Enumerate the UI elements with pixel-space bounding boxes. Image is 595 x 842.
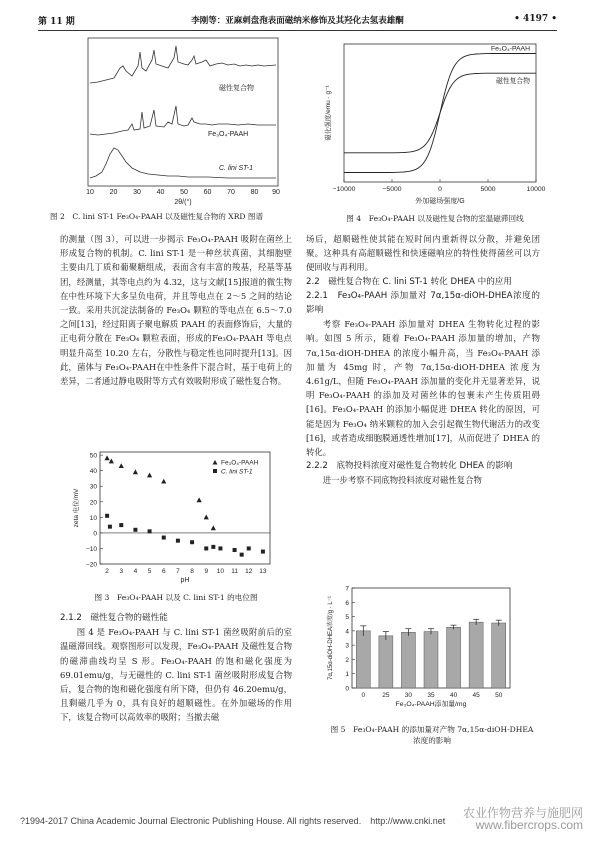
fig4-hysteresis-chart — [318, 42, 546, 212]
page-number: • 4197 • — [514, 14, 557, 24]
fig4-xtick-label: −5000 — [382, 186, 402, 193]
fig4-legend-fe3o4: Fe₃O₄-PAAH — [490, 45, 530, 53]
left-paragraph-1: 的测量（图 3），可以进一步揭示 Fe₃O₄-PAAH 吸附在菌丝上形成复合物的机制。C. lini ST-1 是一种丝状真菌，其细胞壁主要由几丁质和葡聚糖组成，表面含有丰富的羧基，羟基等基团，经测量，其等电点约为 4.32，这与文献[15]报道的微生物在中性环境下大多呈负电荷，并且等电点在 2～5 之间的结论一致。采用共沉淀法制备的 Fe₃O₄ 颗粒的等电点在 6.5～7.0之间[13]，经过阳离子聚电解质 PAAH 的表面修饰后，大量的正电荷分散在 Fe₃O₄ 颗粒表面，形成的Fe₃O₄-PAAH 等电点明显升高至 10.20 左右，分散性与稳定性也同时提升[13]。因此，菌体与 Fe₃O₄-PAAH在中性条件下混合时，基于电荷上的差异，二者通过静电吸附等方式有效吸附形成了磁性复合物。 — [60, 234, 292, 387]
fig5-ytick-label: 1 — [345, 671, 349, 679]
fig3-point-fe3o4 — [119, 463, 124, 468]
section-2-2-1-title: 2.2.1 Fe₃O₄-PAAH 添加量对 7α,15α-diOH-DHEA浓度的影响 — [306, 290, 540, 316]
fig3-point-clini — [240, 553, 244, 557]
fig3-point-clini — [108, 525, 112, 529]
right-paragraph-3: 进一步考察不同底物投料浓度对磁性复合物 — [322, 475, 482, 486]
fig5-caption-line1: 图 5 Fe₃O₄-PAAH 的添加量对产物 7α,15α-diOH-DHEA — [330, 725, 534, 734]
fig5-caption-line2: 浓度的影响 — [413, 736, 451, 745]
fig2-xtick: 90 — [272, 189, 280, 196]
fig5-xtick-label: 0 — [361, 692, 366, 699]
fig3-legend-marker-clini — [213, 469, 217, 473]
fig3-xtick-label: 7 — [176, 568, 180, 575]
fig3-point-clini — [247, 546, 251, 550]
fig5-ytick-label: 4 — [345, 628, 349, 636]
fig3-point-fe3o4 — [211, 525, 216, 530]
fig2-xtick: 30 — [133, 189, 141, 196]
fig5-xtick-label: 35 — [427, 692, 435, 699]
fig3-legend-marker-fe3o4 — [213, 460, 218, 465]
fig3-ytick-label: 30 — [89, 483, 97, 491]
fig4-ylabel: 磁化强度/emu · g⁻¹ — [325, 85, 332, 141]
fig3-ylabel: zeta 电位/mV — [73, 488, 80, 528]
fig2-xticks — [86, 189, 280, 196]
copyright-footer: ?1994-2017 China Academic Journal Electronic Publishing House. All rights reserved. http://www.cnki.net — [20, 816, 446, 826]
fig5-bar — [492, 623, 506, 688]
fig3-point-fe3o4 — [104, 455, 109, 460]
fig4-xtick-label: 0 — [438, 186, 442, 193]
fig3-xtick-label: 5 — [147, 568, 152, 575]
fig3-point-clini — [162, 536, 166, 540]
fig3-ytick-label: −10 — [85, 545, 97, 553]
fig3-point-clini — [176, 539, 180, 543]
fig3-point-clini — [105, 514, 109, 518]
fig3-legend-clini: C. lini ST-1 — [221, 468, 253, 476]
fig5-ytick-label: 7 — [345, 585, 349, 593]
fig3-point-fe3o4 — [147, 473, 152, 478]
fig3-point-clini — [148, 529, 152, 533]
fig2-curve-clini — [90, 148, 276, 178]
fig2-label-clini: C. lini ST-1 — [219, 165, 253, 172]
fig2-xlabel: 2θ/(°) — [174, 199, 192, 206]
fig3-point-clini — [261, 550, 265, 554]
fig2-xtick: 10 — [86, 189, 94, 196]
fig3-ytick-label: 20 — [89, 499, 97, 507]
fig5-xtick-label: 50 — [495, 692, 503, 699]
fig3-point-fe3o4 — [197, 497, 202, 502]
fig5-ytick-label: 5 — [345, 614, 349, 622]
fig5-ylabel: 7α,15α-diOH-DHEA浓度/g · L⁻¹ — [328, 596, 334, 680]
fig3-point-clini — [211, 545, 215, 549]
fig3-xtick-label: 9 — [204, 568, 209, 575]
section-2-1-2-title: 2.1.2 磁性复合物的磁性能 — [60, 613, 168, 623]
fig3-xlabel: pH — [180, 577, 190, 584]
fig3-point-clini — [119, 523, 123, 527]
fig3-caption: 图 3 Fe₃O₄-PAAH 以及 C. lini ST-1 的电位图 — [94, 593, 258, 602]
fig3-xtick-label: 8 — [190, 568, 194, 575]
fig3-ytick-label: −20 — [85, 561, 97, 569]
left-paragraph-2: 图 4 是 Fe₃O₄-PAAH 与 C. lini ST-1 菌丝吸附前后的室温磁滞回线。观察图形可以发现，Fe₃O₄-PAAH 及磁性复合物的磁滞曲线均呈 S 形。Fe₃O₄-PAAH 的饱和磁化强度为 69.01emu/g，与无磁性的 C. lini ST-1 菌丝吸附形成复合物后，复合物的饱和磁化强度有所下降，但仍有 46.20emu/g，且剩磁几乎为 0，具有良好的超顺磁性。在外加磁场的作用下，该复合物可以高效率的吸附；当撤去磁 — [60, 627, 292, 723]
fig3-ytick-label: 10 — [89, 514, 97, 522]
fig5-bar — [447, 627, 461, 688]
section-2-2-title: 2.2 磁性复合物在 C. lini ST-1 转化 DHEA 中的应用 — [306, 276, 512, 287]
right-paragraph-1: 场后，超顺磁性使其能在短时间内重新得以分散，并避免团聚。这种具有高超顺磁性和快速磁响应的特性使得菌丝可以方便回收与再利用。 — [306, 234, 540, 273]
right-column-body — [306, 232, 540, 488]
fig3-point-clini — [190, 540, 194, 544]
fig2-xtick: 50 — [180, 189, 188, 196]
fig5-xlabel: Fe₃O₄-PAAH添加量/mg — [395, 701, 467, 708]
fig3-xtick-label: 6 — [161, 568, 166, 575]
fig3-point-fe3o4 — [109, 459, 114, 464]
fig4-xlabel: 外加磁场强度/G — [415, 198, 465, 205]
fig3-xtick-label: 13 — [259, 568, 267, 575]
fig2-xrd-chart — [88, 38, 278, 208]
fig5-ytick-label: 0 — [345, 685, 349, 693]
left-column-body — [60, 232, 292, 388]
fig5-ytick-label: 3 — [345, 642, 349, 650]
fig3-xtick-label: 3 — [119, 568, 124, 575]
fig5-bar — [356, 631, 370, 688]
fig3-ytick-label: 40 — [89, 468, 97, 476]
fig3-ytick-label: 0 — [93, 530, 97, 538]
fig3-xtick-label: 4 — [133, 568, 138, 575]
fig2-label-composite: 磁性复合物 — [219, 85, 254, 92]
fig2-xtick: 60 — [203, 189, 212, 196]
fig3-zeta-chart — [70, 448, 280, 588]
fig5-xtick-label: 45 — [472, 692, 480, 699]
fig4-xtick-label: 10000 — [526, 186, 546, 193]
fig2-curve-composite — [90, 46, 276, 83]
fig5-bar — [379, 636, 393, 688]
fig2-xtick: 40 — [156, 189, 165, 196]
fig2-xtick: 70 — [227, 189, 235, 196]
fig5-ytick-label: 6 — [345, 599, 349, 607]
fig5-caption — [316, 724, 548, 746]
header-rule — [38, 30, 557, 31]
fig3-xtick-label: 11 — [231, 568, 238, 575]
fig5-bar — [424, 632, 438, 688]
fig5-xtick-label: 40 — [449, 692, 458, 699]
fig5-xtick-label: 25 — [382, 692, 390, 699]
fig4-caption: 图 4 Fe₃O₄-PAAH 以及磁性复合物的室温磁滞回线 — [346, 214, 524, 223]
fig2-xtick: 80 — [250, 189, 259, 196]
fig5-bar — [401, 632, 415, 688]
fig5-xtick-label: 30 — [404, 692, 413, 699]
fig3-point-fe3o4 — [204, 515, 209, 520]
fig4-xtick-label: −10000 — [332, 186, 356, 193]
fig5-ytick-label: 2 — [345, 656, 349, 664]
fig2-xtick: 20 — [109, 189, 118, 196]
fig4-legend-composite: 磁性复合物 — [496, 78, 530, 86]
fig3-point-fe3o4 — [161, 479, 166, 484]
watermark-text-cn: 农业作物营养与施肥网 — [462, 806, 583, 820]
fig3-ytick-label: 50 — [89, 452, 97, 460]
fig3-point-clini — [133, 528, 137, 532]
fig3-xtick-label: 2 — [105, 568, 109, 575]
fig5-bar-chart — [318, 584, 518, 720]
fig3-xtick-label: 10 — [216, 568, 225, 575]
fig3-xtick-label: 12 — [245, 568, 253, 575]
fig3-point-clini — [233, 548, 237, 552]
fig2-label-fe3o4: Fe₃O₄-PAAH — [208, 131, 249, 138]
watermark-text-url: www.fibercrops.com — [475, 818, 583, 832]
fig5-bar — [469, 622, 483, 688]
running-title: 李刚等：亚麻刺盘孢表面磁纳米修饰及其羟化去氢表雄酮 — [191, 16, 404, 26]
fig3-point-clini — [204, 546, 208, 550]
fig4-xtick-label: 5000 — [480, 186, 496, 193]
section-2-2-2-title: 2.2.2 底物投料浓度对磁性复合物转化 DHEA 的影响 — [306, 461, 513, 472]
running-header — [38, 10, 557, 30]
fig2-frame — [88, 38, 278, 186]
right-paragraph-2: 考察 Fe₃O₄-PAAH 添加量对 DHEA 生物转化过程的影响。如图 5 所示，随着 Fe₃O₄-PAAH 添加量的增加，产物 7α,15α-diOH-DHEA 的浓度小幅升高，当 Fe₃O₄-PAAH 添加量为 45mg 时，产物 7α,15α-diOH-DHEA 浓度为 4.61g/L，但随 Fe₃O₄-PAAH 添加量的变化并无显著差异，说明 Fe₃O₄-PAAH 的添加及对菌丝体的包裹未产生传质阻碍[16]。Fe₃O₄-PAAH 的添加小幅促进 DHEA 转化的原因，可能是因为 Fe₃O₄ 纳米颗粒的加入会引起微生物代谢活力的改变[16]，或者造成细胞膜通透性增加[17]，从而促进了 DHEA 的转化。 — [306, 319, 540, 458]
fig3-point-fe3o4 — [133, 469, 138, 474]
fig3-point-clini — [218, 546, 222, 550]
issue-number: 第 11 期 — [38, 17, 75, 27]
left-column-body-2 — [60, 611, 292, 725]
fig3-legend-fe3o4: Fe₃O₄-PAAH — [221, 459, 259, 467]
fig2-caption: 图 2 C. lini ST-1 Fe₃O₄-PAAH 以及磁性复合物的 XRD 图谱 — [50, 212, 264, 221]
